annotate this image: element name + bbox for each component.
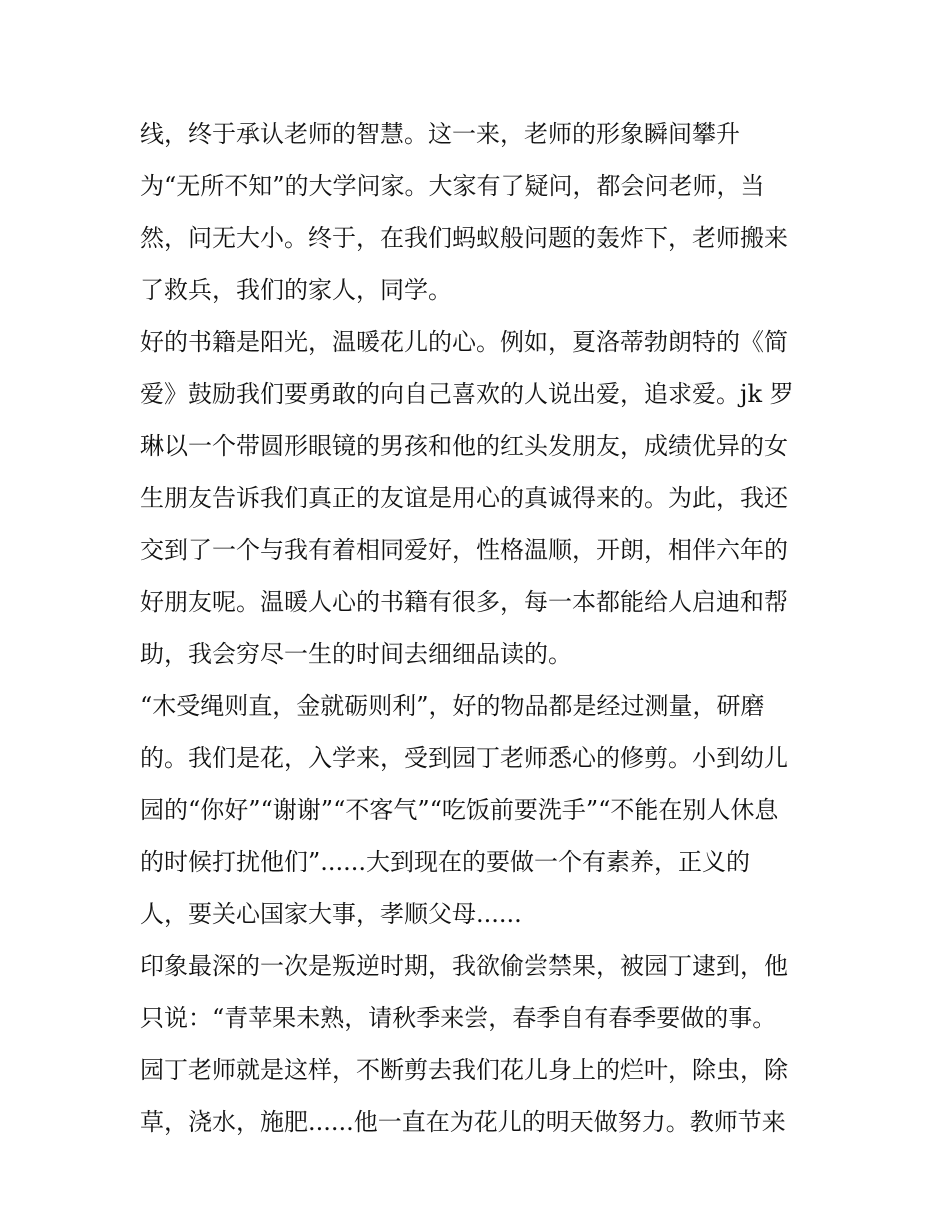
text-line: 琳以一个带圆形眼镜的男孩和他的红头发朋友，成绩优异的女: [140, 432, 788, 460]
text-line: 好朋友呢。温暖人心的书籍有很多，每一本都能给人启迪和帮: [140, 588, 788, 616]
text-line: 然，问无大小。终于，在我们蚂蚁般问题的轰炸下，老师搬来: [140, 224, 788, 252]
text-line: 线，终于承认老师的智慧。这一来，老师的形象瞬间攀升: [140, 120, 740, 148]
text-line: 交到了一个与我有着相同爱好，性格温顺，开朗，相伴六年的: [140, 536, 788, 564]
text-line: 了救兵，我们的家人，同学。: [140, 276, 452, 304]
text-line: 生朋友告诉我们真正的友谊是用心的真诚得来的。为此，我还: [140, 484, 788, 512]
text-line: 的时候打扰他们”......大到现在的要做一个有素养，正义的: [140, 848, 751, 876]
text-line: 助，我会穷尽一生的时间去细细品读的。: [140, 640, 572, 668]
body-text: [140, 108, 820, 1148]
text-line: 印象最深的一次是叛逆时期，我欲偷尝禁果，被园丁逮到，他: [140, 952, 788, 980]
text-line: 人，要关心国家大事，孝顺父母......: [140, 900, 522, 928]
text-line: 只说：“青苹果未熟，请秋季来尝，春季自有春季要做的事。: [140, 1004, 777, 1032]
text-line: 草，浇水，施肥......他一直在为花儿的明天做努力。教师节来: [140, 1108, 786, 1136]
text-line: 的。我们是花，入学来，受到园丁老师悉心的修剪。小到幼儿: [140, 744, 788, 772]
text-line: 爱》鼓励我们要勇敢的向自己喜欢的人说出爱，追求爱。jk 罗: [140, 380, 794, 408]
text-line: “木受绳则直，金就砺则利”，好的物品都是经过测量，研磨: [140, 692, 765, 720]
text-line: 园的“你好”“谢谢”“不客气”“吃饭前要洗手”“不能在别人休息: [140, 796, 779, 824]
text-line: 园丁老师就是这样，不断剪去我们花儿身上的烂叶，除虫，除: [140, 1056, 788, 1084]
text-line: 为“无所不知”的大学问家。大家有了疑问，都会问老师，当: [140, 172, 765, 200]
text-line: 好的书籍是阳光，温暖花儿的心。例如，夏洛蒂勃朗特的《简: [140, 328, 788, 356]
